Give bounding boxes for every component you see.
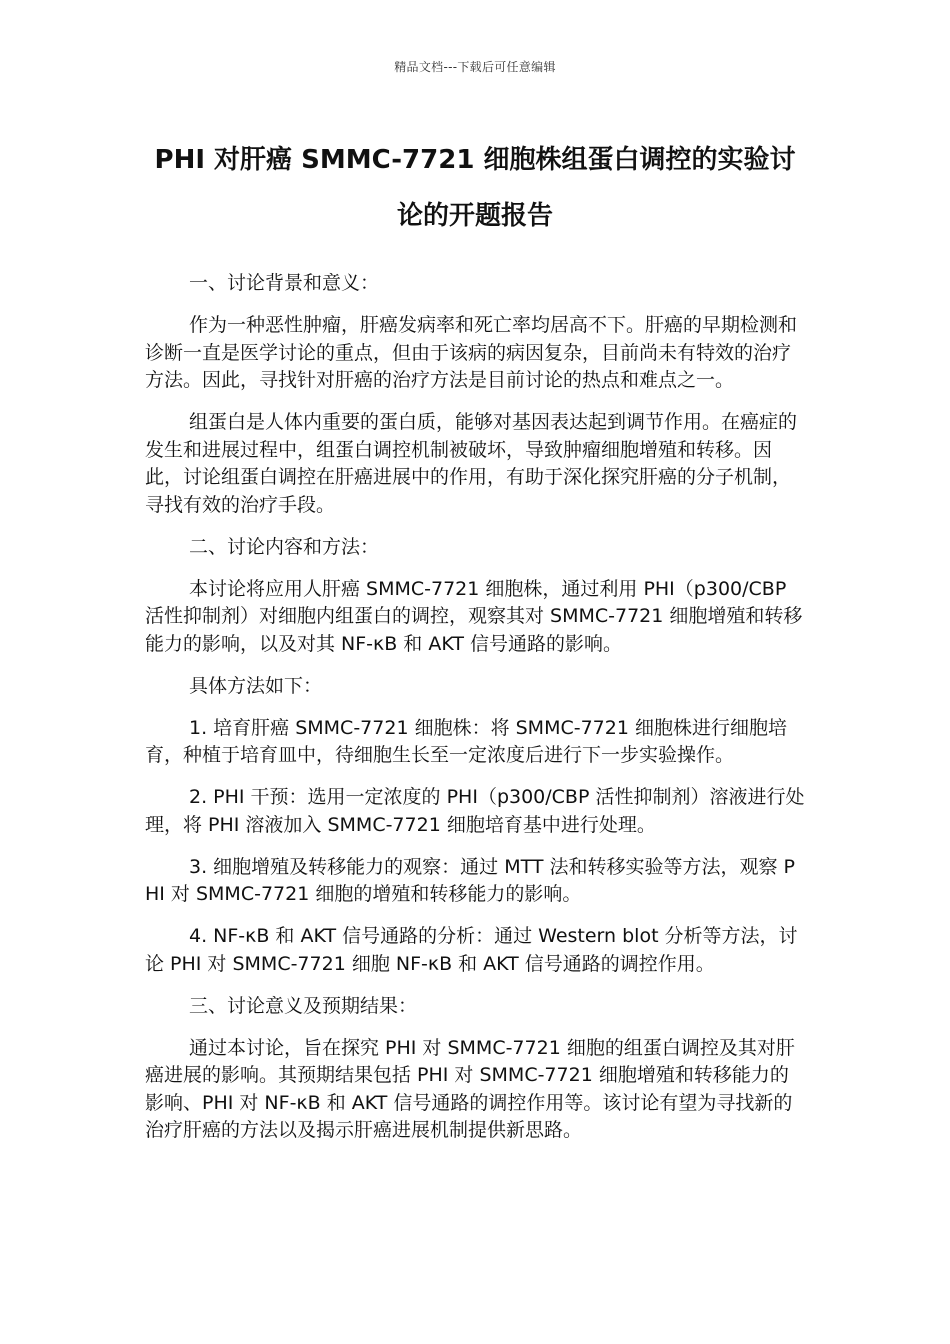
paragraph: 本讨论将应用人肝癌 SMMC-7721 细胞株，通过利用 PHI（p300/CBP 活性抑制剂）对细胞内组蛋白的调控，观察其对 SMMC-7721 细胞增殖和转移能力的影响，以及对其 NF-κB 和 AKT 信号通路的影响。 xyxy=(145,577,803,655)
section-heading-background: 一、讨论背景和意义： xyxy=(189,272,380,294)
paragraph: 组蛋白是人体内重要的蛋白质，能够对基因表达起到调节作用。在癌症的发生和进展过程中，组蛋白调控机制被破坏，导致肿瘤细胞增殖和转移。因此，讨论组蛋白调控在肝癌进展中的作用，有助于深化探究肝癌的分子机制，寻找有效的治疗手段。 xyxy=(145,411,798,516)
section-heading-methods: 二、讨论内容和方法： xyxy=(189,535,380,558)
section-heading-significance: 三、讨论意义及预期结果： xyxy=(189,994,418,1017)
methods-intro: 具体方法如下： xyxy=(189,674,323,697)
method-step: 4. NF-κB 和 AKT 信号通路的分析：通过 Western blot 分析等方法，讨论 PHI 对 SMMC-7721 细胞 NF-κB 和 AKT 信号通路的调控作用。 xyxy=(145,925,798,975)
title-line-2: 论的开题报告 xyxy=(396,201,553,231)
method-step: 1. 培育肝癌 SMMC-7721 细胞株：将 SMMC-7721 细胞株进行细胞培育，种植于培育皿中，待细胞生长至一定浓度后进行下一步实验操作。 xyxy=(145,716,787,766)
document-body xyxy=(145,270,807,1159)
method-step: 3. 细胞增殖及转移能力的观察：通过 MTT 法和转移实验等方法，观察 PHI 对 SMMC-7721 细胞的增殖和转移能力的影响。 xyxy=(145,855,796,905)
method-step: 2. PHI 干预：选用一定浓度的 PHI（p300/CBP 活性抑制剂）溶液进行处理，将 PHI 溶液加入 SMMC-7721 细胞培育基中进行处理。 xyxy=(145,786,805,836)
paragraph: 作为一种恶性肿瘤，肝癌发病率和死亡率均居高不下。肝癌的早期检测和诊断一直是医学讨论的重点，但由于该病的病因复杂，目前尚未有特效的治疗方法。因此，寻找针对肝癌的治疗方法是目前讨论的热点和难点之一。 xyxy=(145,314,798,391)
page-header: 精品文档---下载后可任意编辑 xyxy=(394,60,556,74)
document-title xyxy=(145,132,805,244)
title-line-1: PHI 对肝癌 SMMC-7721 细胞株组蛋白调控的实验讨 xyxy=(154,145,796,175)
paragraph: 通过本讨论，旨在探究 PHI 对 SMMC-7721 细胞的组蛋白调控及其对肝癌进展的影响。其预期结果包括 PHI 对 SMMC-7721 细胞增殖和转移能力的影响、PHI 对 NF-κB 和 AKT 信号通路的调控作用等。该讨论有望为寻找新的治疗肝癌的方法以及揭示肝癌进展机制提供新思路。 xyxy=(145,1036,795,1141)
